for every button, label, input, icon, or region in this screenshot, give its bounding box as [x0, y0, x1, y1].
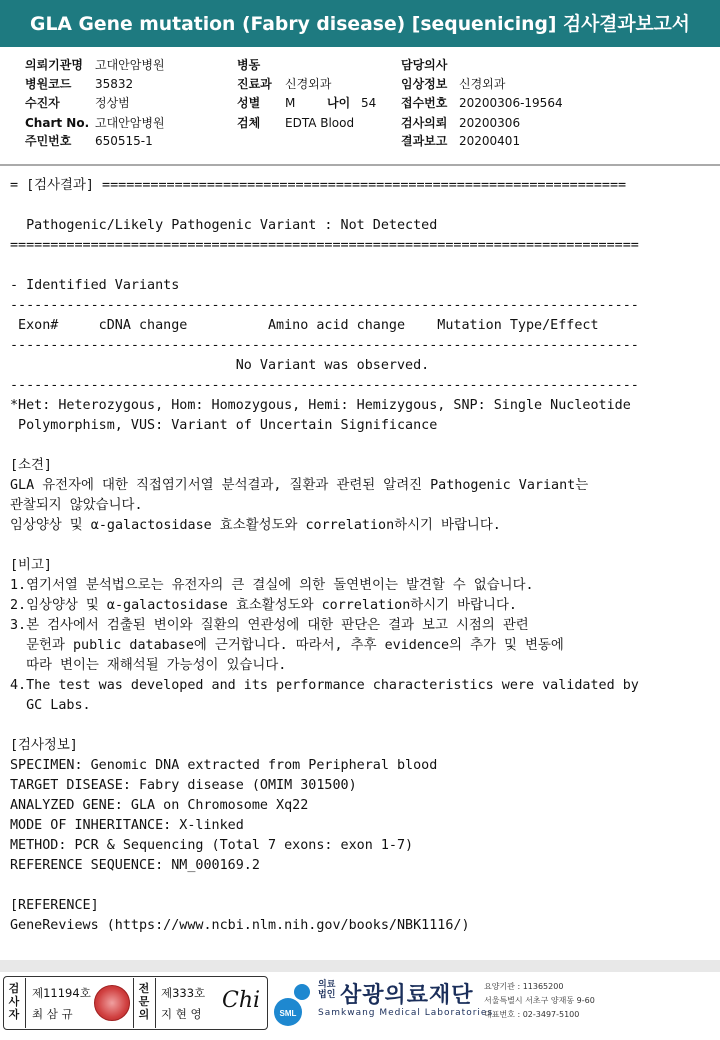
header-field-resident-no: [25, 134, 153, 148]
inspector-label: 검사자: [8, 982, 20, 1021]
footer-separator: [133, 978, 134, 1028]
field-label: 진료과: [237, 77, 272, 91]
field-value: 신경외과: [459, 77, 506, 91]
header-field-receipt-no: [401, 96, 563, 110]
report-line: ------------------------------------------------------------------------------: [10, 338, 639, 353]
field-label: 수진자: [25, 96, 60, 110]
field-value: 20200306-19564: [459, 96, 563, 110]
header-divider: [0, 164, 720, 166]
field-value: M: [285, 96, 296, 110]
specialist-label: 전문의: [138, 982, 150, 1021]
header-field-chart-no: [25, 116, 165, 130]
report-line: [검사정보]: [10, 738, 78, 753]
report-line: [비고]: [10, 558, 52, 573]
header-field-age: [327, 96, 376, 110]
report-line: - Identified Variants: [10, 278, 180, 293]
header-field-doctor: [401, 58, 459, 72]
report-line: ------------------------------------------------------------------------------: [10, 298, 639, 313]
header-field-sex: [237, 96, 295, 110]
report-line: = [검사결과] =================================================================: [10, 178, 627, 193]
logo-icon-text: SML: [279, 1009, 297, 1018]
report-line: [소견]: [10, 458, 52, 473]
report-line: Exon# cDNA change Amino acid change Mutation Type/Effect: [10, 318, 599, 333]
report-line: 3.본 검사에서 검출된 변이와 질환의 연관성에 대한 판단은 결과 보고 시점의 관련: [10, 618, 529, 633]
sml-logo-icon: [272, 978, 322, 1028]
field-value: EDTA Blood: [285, 116, 355, 130]
report-line: Polymorphism, VUS: Variant of Uncertain Significance: [10, 418, 438, 433]
header-field-clinical-info: [401, 77, 505, 91]
field-value: 20200401: [459, 134, 521, 148]
field-label: 나이: [327, 96, 351, 110]
report-line: No Variant was observed.: [10, 358, 430, 373]
footer-separator: [155, 978, 156, 1028]
report-line: ==============================================================================: [10, 238, 639, 253]
header-field-institution: [25, 58, 165, 72]
field-value: 정상범: [95, 96, 130, 110]
footer-separator: [25, 978, 26, 1028]
field-label: 의뢰기관명: [25, 58, 83, 72]
report-line: [REFERENCE]: [10, 898, 99, 913]
report-line: Pathogenic/Likely Pathogenic Variant : Not Detected: [10, 218, 438, 233]
report-line: GeneReviews (https://www.ncbi.nlm.nih.gov/books/NBK1116/): [10, 918, 470, 933]
report-line: GLA 유전자에 대한 직접염기서열 분석결과, 질환과 관련된 알려진 Pathogenic Variant는: [10, 478, 589, 493]
field-value: 35832: [95, 77, 134, 91]
report-line: ANALYZED GENE: GLA on Chromosome Xq22: [10, 798, 309, 813]
institution-address: 서울특별시 서초구 양재동 9-60: [484, 996, 595, 1005]
report-line: 2.임상양상 및 α-galactosidase 효소활성도와 correlation하시기 바랍니다.: [10, 598, 517, 613]
field-label: 성별: [237, 96, 261, 110]
report-line: 문헌과 public database에 근거합니다. 따라서, 추후 evidence의 추가 및 변동에: [10, 638, 564, 653]
field-value: 20200306: [459, 116, 521, 130]
inspector-name: 최 삼 규: [32, 1007, 73, 1021]
header-field-ward: [237, 58, 285, 72]
header-field-report-date: [401, 134, 520, 148]
header-field-hospital-code: [25, 77, 133, 91]
field-label: 주민번호: [25, 134, 72, 148]
report-line: 임상양상 및 α-galactosidase 효소활성도와 correlation하시기 바랍니다.: [10, 518, 501, 533]
institution-phone: 대표번호 : 02-3497-5100: [484, 1010, 580, 1019]
report-line: 따라 변이는 재해석될 가능성이 있습니다.: [10, 658, 287, 673]
report-line: METHOD: PCR & Sequencing (Total 7 exons: exon 1-7): [10, 838, 414, 853]
signature: Chi: [222, 988, 261, 1013]
field-label: 검사의뢰: [401, 116, 448, 130]
header-field-department: [237, 77, 331, 91]
field-value: 신경외과: [285, 77, 332, 91]
header-field-request-date: [401, 116, 520, 130]
field-value: 고대안암병원: [95, 58, 165, 72]
report-line: TARGET DISEASE: Fabry disease (OMIM 301500): [10, 778, 357, 793]
report-line: 4.The test was developed and its performance characteristics were validated by: [10, 678, 639, 693]
field-label: 접수번호: [401, 96, 448, 110]
field-value: 고대안암병원: [95, 116, 165, 130]
field-label: 임상정보: [401, 77, 448, 91]
report-line: GC Labs.: [10, 698, 91, 713]
report-line: REFERENCE SEQUENCE: NM_000169.2: [10, 858, 260, 873]
field-value: 650515-1: [95, 134, 153, 148]
field-label: 담당의사: [401, 58, 448, 72]
field-label: 결과보고: [401, 134, 448, 148]
field-label: 병원코드: [25, 77, 72, 91]
specialist-name: 지 현 영: [161, 1007, 202, 1021]
header-field-specimen: [237, 116, 354, 130]
report-title: GLA Gene mutation (Fabry disease) [sequenicing] 검사결과보고서: [30, 14, 690, 35]
footer-band: [0, 960, 720, 972]
inspector-license: 제11194호: [32, 986, 91, 1000]
report-line: ------------------------------------------------------------------------------: [10, 378, 639, 393]
field-label: Chart No.: [25, 116, 90, 130]
institution-code: 요양기관 : 11365200: [484, 982, 564, 991]
specialist-license: 제333호: [161, 986, 206, 1000]
report-line: MODE OF INHERITANCE: X-linked: [10, 818, 244, 833]
logo-main-text: 삼광의료재단: [340, 983, 474, 1008]
report-line: SPECIMEN: Genomic DNA extracted from Peripheral blood: [10, 758, 438, 773]
report-line: *Het: Heterozygous, Hom: Homozygous, Hemi: Hemizygous, SNP: Single Nucleotide: [10, 398, 631, 413]
logo-english-text: Samkwang Medical Laboratories: [318, 1008, 494, 1018]
official-seal-icon: [94, 985, 130, 1021]
field-value: 54: [361, 96, 377, 110]
header-field-patient: [25, 96, 130, 110]
field-label: 병동: [237, 58, 261, 72]
report-line: 1.염기서열 분석법으로는 유전자의 큰 결실에 의한 돌연변이는 발견할 수 없습니다.: [10, 578, 534, 593]
field-label: 검체: [237, 116, 261, 130]
logo-small-text: 의료법인: [318, 980, 336, 1000]
report-line: 관찰되지 않았습니다.: [10, 498, 143, 513]
